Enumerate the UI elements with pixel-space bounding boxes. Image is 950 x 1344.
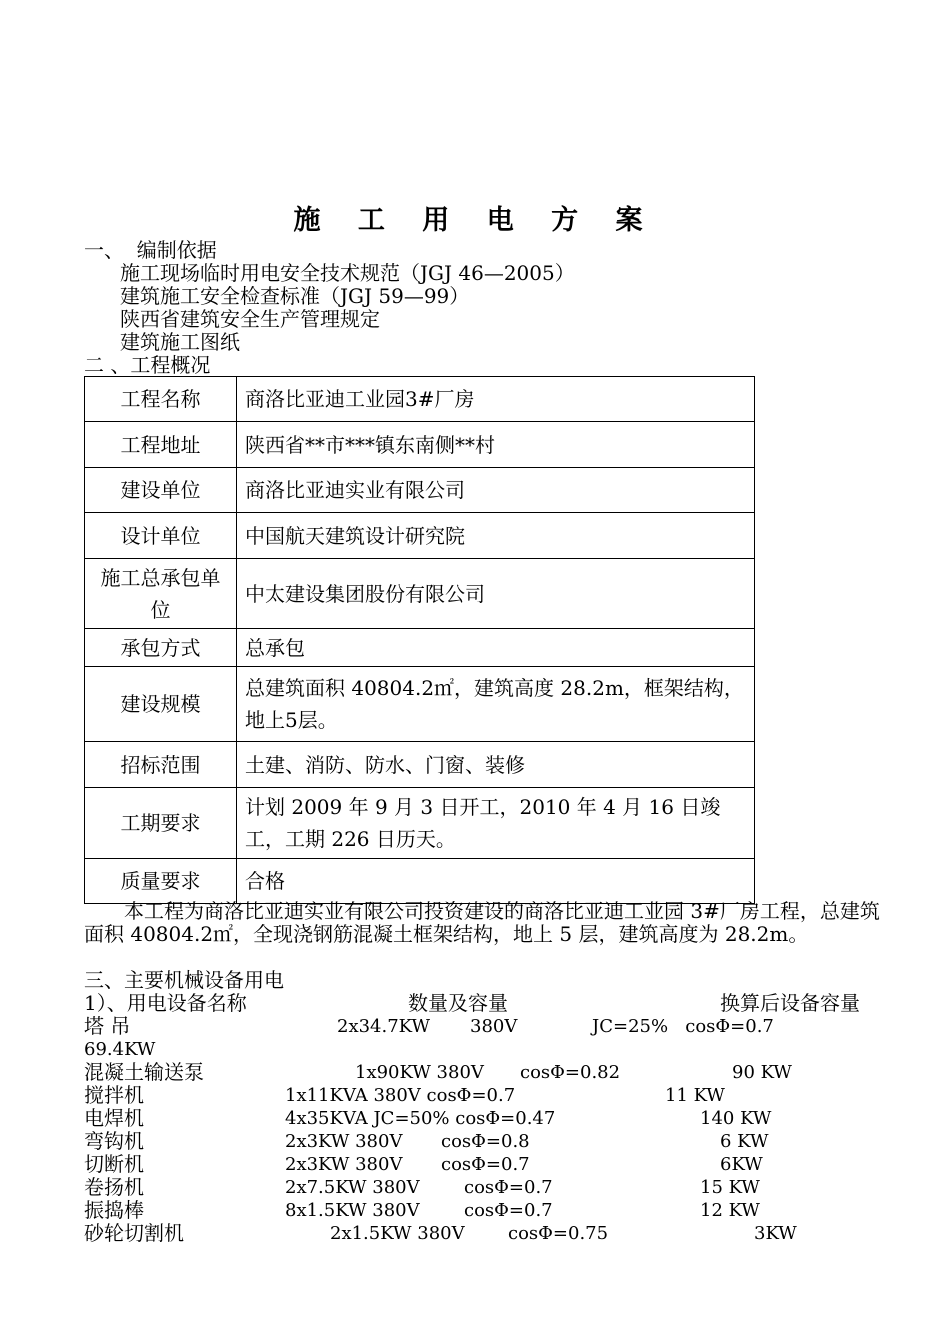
table-row (85, 742, 755, 788)
basis-item: 施工现场临时用电安全技术规范（JGJ 46—2005） (120, 261, 575, 285)
row-value: 合格 (237, 859, 755, 904)
equipment-factor: cosΦ=0.7 (464, 1177, 553, 1198)
equipment-result: 11 KW (665, 1085, 725, 1106)
table-row (85, 859, 755, 904)
row-key: 设计单位 (85, 513, 237, 559)
equipment-factor: JC=25% cosΦ=0.7 (592, 1016, 774, 1037)
equipment-result: 6KW (720, 1154, 763, 1175)
row-key: 工程地址 (85, 422, 237, 468)
row-value: 商洛比亚迪工业园3#厂房 (237, 377, 755, 422)
equipment-factor: cosΦ=0.7 (464, 1200, 553, 1221)
row-value: 中国航天建筑设计研究院 (237, 513, 755, 559)
basis-item: 建筑施工图纸 (120, 330, 240, 354)
equipment-name: 电焊机 (84, 1106, 144, 1130)
equipment-voltage: 380V (470, 1016, 518, 1037)
column-header-converted: 换算后设备容量 (720, 991, 860, 1015)
table-row (85, 559, 755, 629)
row-value: 土建、消防、防水、门窗、装修 (237, 742, 755, 788)
equipment-result: 69.4KW (84, 1039, 156, 1060)
equipment-name: 振捣棒 (84, 1198, 144, 1222)
equipment-spec: 8x1.5KW 380V (285, 1200, 420, 1221)
equipment-factor: cosΦ=0.7 (441, 1154, 530, 1175)
row-key: 质量要求 (85, 859, 237, 904)
row-key: 工程名称 (85, 377, 237, 422)
equipment-spec: 4x35KVA JC=50% cosΦ=0.47 (285, 1108, 556, 1129)
row-key: 建设规模 (85, 667, 237, 742)
project-overview-table (84, 376, 755, 904)
section1-heading: 一、 编制依据 (84, 238, 217, 262)
column-header-quantity: 数量及容量 (408, 991, 508, 1015)
section2-heading: 二 、工程概况 (84, 353, 211, 377)
equipment-result: 15 KW (700, 1177, 760, 1198)
row-value: 陕西省**市***镇东南侧**村 (237, 422, 755, 468)
table-row (85, 788, 755, 859)
equipment-name: 切断机 (84, 1152, 144, 1176)
equipment-factor: cosΦ=0.82 (520, 1062, 621, 1083)
table-row (85, 377, 755, 422)
row-key: 施工总承包单位 (85, 559, 237, 629)
equipment-factor: cosΦ=0.75 (508, 1223, 609, 1244)
row-value: 总承包 (237, 629, 755, 667)
equipment-spec: 2x1.5KW 380V (330, 1223, 465, 1244)
table-row (85, 629, 755, 667)
equipment-name: 搅拌机 (84, 1083, 144, 1107)
equipment-spec: 1x90KW 380V (355, 1062, 484, 1083)
row-value: 中太建设集团股份有限公司 (237, 559, 755, 629)
project-description: 本工程为商洛比亚迪实业有限公司投资建设的商洛比亚迪工业园 3#厂房工程，总建筑面积 40804.2㎡，全现浇钢筋混凝土框架结构，地上 5 层，建筑高度为 28.2m。 (84, 899, 880, 946)
equipment-result: 3KW (754, 1223, 797, 1244)
basis-item: 陕西省建筑安全生产管理规定 (120, 307, 380, 331)
section3-heading: 三、主要机械设备用电 (84, 968, 284, 992)
equipment-name: 混凝土输送泵 (84, 1060, 204, 1084)
equipment-name: 卷扬机 (84, 1175, 144, 1199)
equipment-name: 塔 吊 (84, 1014, 131, 1038)
equipment-result: 140 KW (700, 1108, 772, 1129)
equipment-spec: 1x11KVA 380V cosΦ=0.7 (285, 1085, 516, 1106)
page-title: 施 工 用 电 方 案 (293, 205, 657, 236)
column-header-name: 1）、用电设备名称 (84, 991, 247, 1015)
equipment-spec: 2x3KW 380V (285, 1131, 403, 1152)
equipment-spec: 2x7.5KW 380V (285, 1177, 420, 1198)
table-row (85, 667, 755, 742)
table-row (85, 468, 755, 513)
equipment-spec: 2x3KW 380V (285, 1154, 403, 1175)
table-row (85, 513, 755, 559)
equipment-factor: cosΦ=0.8 (441, 1131, 530, 1152)
row-key: 招标范围 (85, 742, 237, 788)
row-value: 总建筑面积 40804.2㎡，建筑高度 28.2m，框架结构，地上5层。 (237, 667, 755, 742)
row-key: 建设单位 (85, 468, 237, 513)
row-value: 商洛比亚迪实业有限公司 (237, 468, 755, 513)
equipment-name: 弯钩机 (84, 1129, 144, 1153)
basis-item: 建筑施工安全检查标准（JGJ 59—99） (120, 284, 470, 308)
row-value: 计划 2009 年 9 月 3 日开工，2010 年 4 月 16 日竣工，工期 226 日历天。 (237, 788, 755, 859)
equipment-result: 12 KW (700, 1200, 760, 1221)
equipment-spec: 2x34.7KW (337, 1016, 430, 1037)
equipment-result: 90 KW (732, 1062, 792, 1083)
row-key: 承包方式 (85, 629, 237, 667)
equipment-result: 6 KW (720, 1131, 769, 1152)
equipment-name: 砂轮切割机 (84, 1221, 184, 1245)
table-row (85, 422, 755, 468)
row-key: 工期要求 (85, 788, 237, 859)
